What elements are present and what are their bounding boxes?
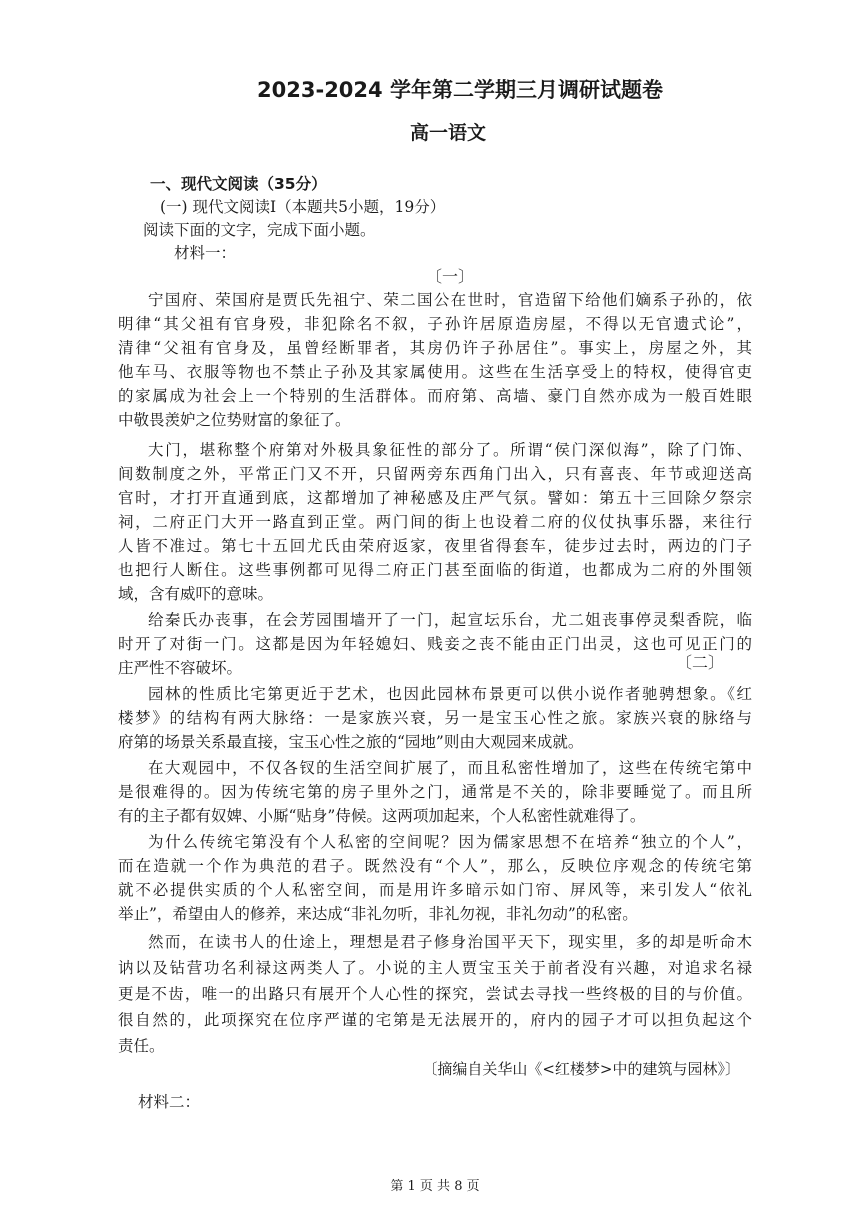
paragraph-line: 更是不齿，唯一的出路只有展开个人心性的探究，尝试去寻找一些终极的目的与价值。 bbox=[118, 985, 752, 1003]
page-footer: 第 1 页 共 8 页 bbox=[390, 1179, 480, 1194]
paragraph-line: 官时，才打开直通到底，这都增加了神秘感及庄严气氛。譬如：第五十三回除夕祭宗 bbox=[118, 489, 752, 507]
exam-subtitle: 高一语文 bbox=[409, 122, 486, 144]
paragraph-line: 是很难得的。因为传统宅第的房子里外之门，通常是不关的，除非要睡觉了。而且所 bbox=[118, 783, 752, 801]
paragraph-line: 中敬畏羡妒之位势财富的象征了。 bbox=[118, 411, 351, 429]
section-subheading: (一) 现代文阅读I（本题共5小题，19分） bbox=[160, 198, 446, 216]
paragraph-line: 园林的性质比宅第更近于艺术，也因此园林布景更可以供小说作者驰骋想象。《红 bbox=[148, 685, 752, 703]
paragraph-line: 庄严性不容破坏。 bbox=[118, 659, 243, 677]
section-heading: 一、现代文阅读（35分） bbox=[150, 175, 327, 193]
paragraph-line: 在大观园中，不仅各钗的生活空间扩展了，而且私密性增加了，这些在传统宅第中 bbox=[148, 759, 752, 777]
paragraph-line: 责任。 bbox=[118, 1037, 165, 1055]
source-citation: 〔摘编自关华山《<红楼梦>中的建筑与园林》〕 bbox=[422, 1060, 740, 1078]
paragraph-line: 的家属成为社会上一个特别的生活群体。而府第、高墙、豪门自然亦成为一般百姓眼 bbox=[118, 387, 752, 405]
exam-title: 2023-2024 学年第二学期三月调研试题卷 bbox=[257, 78, 663, 102]
paragraph-line: 大门，堪称整个府第对外极具象征性的部分了。所谓“侯门深似海”，除了门饰、 bbox=[148, 441, 752, 459]
paragraph-line: 宁国府、荣国府是贾氏先祖宁、荣二国公在世时，官造留下给他们嫡系子孙的，依 bbox=[148, 291, 752, 309]
paragraph-line: 为什么传统宅第没有个人私密的空间呢？因为儒家思想不在培养“独立的个人”， bbox=[148, 833, 752, 851]
paragraph-line: 域，含有威吓的意味。 bbox=[118, 585, 274, 603]
paragraph-line: 楼梦》的结构有两大脉络：一是家族兴衰，另一是宝玉心性之旅。家族兴衰的脉络与 bbox=[118, 709, 752, 727]
paragraph-line: 有的主子都有奴婢、小厮“贴身”侍候。这两项加起来，个人私密性就难得了。 bbox=[118, 807, 646, 825]
paragraph-line: 明律“其父祖有官身殁，非犯除名不叙，子孙许居原造房屋，不得以无官遗式论”， bbox=[118, 315, 752, 333]
paragraph-line: 很自然的，此项探究在位序严谨的宅第是无法展开的，府内的园子才可以担负起这个 bbox=[118, 1011, 752, 1029]
paragraph-line: 人皆不准过。第七十五回尤氏由荣府返家，夜里省得套车，徒步过去时，两边的门子 bbox=[118, 537, 752, 555]
paragraph-line: 府第的场景关系最直接，宝玉心性之旅的“园地”则由大观园来成就。 bbox=[118, 733, 584, 751]
paragraph-line: 时开了对街一门。这都是因为年轻媳妇、贱妾之丧不能由正门出灵，这也可见正门的 bbox=[118, 635, 752, 653]
paragraph-line: 举止”，希望由人的修养，来达成“非礼勿听，非礼勿视，非礼勿动”的私密。 bbox=[118, 905, 638, 923]
material2-label: 材料二： bbox=[138, 1093, 201, 1111]
paragraph-line: 清律“父祖有官身及，虽曾经断罪者，其房仍许子孙居住”。事实上，房屋之外，其 bbox=[118, 339, 752, 357]
paragraph-line: 也把行人断住。这些事例都可见得二府正门甚至面临的街道，也都成为二府的外围领 bbox=[118, 561, 752, 579]
paragraph-line: 就不必提供实质的个人私密空间，而是用许多暗示如门帘、屏风等，来引发人“依礼 bbox=[118, 881, 752, 899]
paragraph-line: 祠，二府正门大开一路直到正堂。两门间的街上也设着二府的仪仗执事乐器，来往行 bbox=[118, 513, 752, 531]
paragraph-line: 给秦氏办丧事，在会芳园围墙开了一门，起宣坛乐台，尤二姐丧事停灵梨香院，临 bbox=[148, 611, 752, 629]
part1-marker: 〔一〕 bbox=[425, 267, 474, 286]
material1-label: 材料一： bbox=[174, 244, 237, 262]
instruction-text: 阅读下面的文字，完成下面小题。 bbox=[143, 221, 376, 239]
paragraph-line: 然而，在读书人的仕途上，理想是君子修身治国平天下，现实里，多的却是听命木 bbox=[148, 933, 752, 951]
paragraph-line: 间数制度之外，平常正门又不开，只留两旁东西角门出入，只有喜丧、年节或迎送高 bbox=[118, 465, 752, 483]
paragraph-line: 他车马、衣服等物也不禁止子孙及其家属使用。这些在生活享受上的特权，使得官吏 bbox=[118, 363, 752, 381]
paragraph-line: 讷以及钻营功名利禄这两类人了。小说的主人贾宝玉关于前者没有兴趣，对追求名禄 bbox=[118, 959, 752, 977]
part2-marker: 〔二〕 bbox=[675, 653, 724, 672]
paragraph-line: 而在造就一个作为典范的君子。既然没有“个人”，那么，反映位序观念的传统宅第 bbox=[118, 857, 752, 875]
